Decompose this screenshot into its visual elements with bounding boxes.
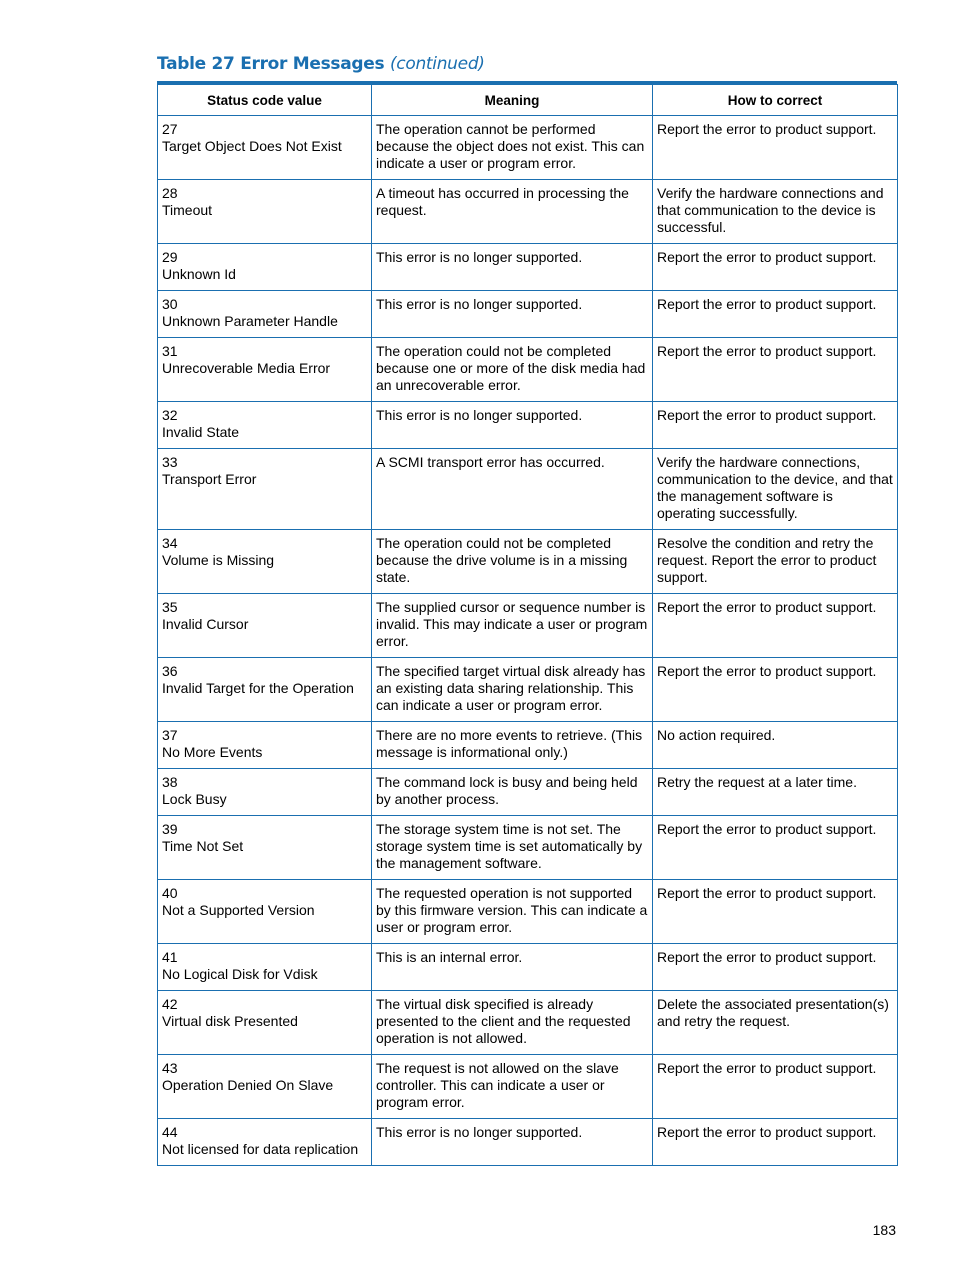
- how-to-correct-cell: Verify the hardware connections and that communication to the device is successful.: [653, 180, 898, 244]
- meaning-cell: The operation could not be completed because the drive volume is in a missing state.: [372, 530, 653, 594]
- meaning-cell: The supplied cursor or sequence number is invalid. This may indicate a user or program error.: [372, 594, 653, 658]
- status-code-cell: [158, 116, 372, 180]
- how-to-correct-cell: Report the error to product support.: [653, 1119, 898, 1166]
- status-code-value: 43: [162, 1060, 178, 1076]
- status-code-cell: [158, 658, 372, 722]
- status-code-cell: [158, 880, 372, 944]
- status-code-cell: [158, 338, 372, 402]
- table-title: Table 27 Error Messages: [157, 54, 385, 74]
- how-to-correct-cell: Report the error to product support.: [653, 944, 898, 991]
- table-row: [158, 291, 898, 338]
- meaning-cell: This error is no longer supported.: [372, 291, 653, 338]
- status-code-cell: [158, 291, 372, 338]
- status-code-name: Operation Denied On Slave: [162, 1077, 334, 1093]
- status-code-name: Not licensed for data replication: [162, 1141, 359, 1157]
- table-row: [158, 944, 898, 991]
- status-code-name: Virtual disk Presented: [162, 1013, 298, 1029]
- status-code-value: 42: [162, 996, 178, 1012]
- status-code-cell: [158, 402, 372, 449]
- how-to-correct-cell: Report the error to product support.: [653, 402, 898, 449]
- status-code-cell: [158, 769, 372, 816]
- status-code-cell: [158, 530, 372, 594]
- how-to-correct-cell: Report the error to product support.: [653, 880, 898, 944]
- table-row: [158, 449, 898, 530]
- status-code-value: 38: [162, 774, 178, 790]
- status-code-value: 30: [162, 296, 178, 312]
- table-row: [158, 722, 898, 769]
- status-code-name: No Logical Disk for Vdisk: [162, 966, 318, 982]
- meaning-cell: This is an internal error.: [372, 944, 653, 991]
- table-caption: [157, 54, 485, 74]
- status-code-name: Not a Supported Version: [162, 902, 315, 918]
- status-code-name: Invalid Cursor: [162, 616, 249, 632]
- table-row: [158, 338, 898, 402]
- status-code-name: Unknown Parameter Handle: [162, 313, 338, 329]
- meaning-cell: The request is not allowed on the slave controller. This can indicate a user or program error.: [372, 1055, 653, 1119]
- how-to-correct-cell: Report the error to product support.: [653, 1055, 898, 1119]
- status-code-value: 28: [162, 185, 178, 201]
- meaning-cell: This error is no longer supported.: [372, 244, 653, 291]
- table-row: [158, 530, 898, 594]
- table-row: [158, 116, 898, 180]
- how-to-correct-cell: Delete the associated presentation(s) and retry the request.: [653, 991, 898, 1055]
- status-code-name: Transport Error: [162, 471, 257, 487]
- status-code-value: 40: [162, 885, 178, 901]
- error-messages-table: [157, 84, 898, 1166]
- how-to-correct-cell: Report the error to product support.: [653, 291, 898, 338]
- status-code-name: Unrecoverable Media Error: [162, 360, 331, 376]
- status-code-name: Invalid Target for the Operation: [162, 680, 354, 696]
- status-code-name: Volume is Missing: [162, 552, 275, 568]
- header-status-code: Status code value: [158, 85, 372, 116]
- how-to-correct-cell: Report the error to product support.: [653, 594, 898, 658]
- how-to-correct-cell: Report the error to product support.: [653, 338, 898, 402]
- status-code-name: Target Object Does Not Exist: [162, 138, 342, 154]
- status-code-value: 39: [162, 821, 178, 837]
- table-row: [158, 402, 898, 449]
- table-row: [158, 816, 898, 880]
- how-to-correct-cell: Retry the request at a later time.: [653, 769, 898, 816]
- meaning-cell: This error is no longer supported.: [372, 1119, 653, 1166]
- status-code-value: 41: [162, 949, 178, 965]
- status-code-cell: [158, 816, 372, 880]
- status-code-name: Unknown Id: [162, 266, 236, 282]
- status-code-name: Timeout: [162, 202, 213, 218]
- status-code-cell: [158, 1119, 372, 1166]
- meaning-cell: There are no more events to retrieve. (This message is informational only.): [372, 722, 653, 769]
- table-row: [158, 1119, 898, 1166]
- table-header-row: [158, 85, 898, 116]
- how-to-correct-cell: Report the error to product support.: [653, 244, 898, 291]
- how-to-correct-cell: Resolve the condition and retry the request. Report the error to product support.: [653, 530, 898, 594]
- how-to-correct-cell: Report the error to product support.: [653, 658, 898, 722]
- how-to-correct-cell: Report the error to product support.: [653, 816, 898, 880]
- meaning-cell: The command lock is busy and being held by another process.: [372, 769, 653, 816]
- meaning-cell: The storage system time is not set. The storage system time is set automatically by the management software.: [372, 816, 653, 880]
- status-code-value: 36: [162, 663, 178, 679]
- status-code-value: 37: [162, 727, 178, 743]
- table-row: [158, 658, 898, 722]
- meaning-cell: The specified target virtual disk already has an existing data sharing relationship. This can indicate a user or program error.: [372, 658, 653, 722]
- table-row: [158, 594, 898, 658]
- table-row: [158, 991, 898, 1055]
- table-row: [158, 180, 898, 244]
- meaning-cell: The requested operation is not supported by this firmware version. This can indicate a user or program error.: [372, 880, 653, 944]
- status-code-value: 44: [162, 1124, 178, 1140]
- meaning-cell: The operation cannot be performed because the object does not exist. This can indicate a user or program error.: [372, 116, 653, 180]
- meaning-cell: A SCMI transport error has occurred.: [372, 449, 653, 530]
- table-continued-label: (continued): [389, 54, 485, 74]
- status-code-value: 33: [162, 454, 178, 470]
- status-code-cell: [158, 180, 372, 244]
- status-code-cell: [158, 594, 372, 658]
- status-code-cell: [158, 449, 372, 530]
- status-code-name: Time Not Set: [162, 838, 244, 854]
- page-number: 183: [872, 1222, 896, 1238]
- how-to-correct-cell: Report the error to product support.: [653, 116, 898, 180]
- status-code-cell: [158, 944, 372, 991]
- how-to-correct-cell: No action required.: [653, 722, 898, 769]
- table-row: [158, 1055, 898, 1119]
- status-code-value: 31: [162, 343, 178, 359]
- meaning-cell: The operation could not be completed because one or more of the disk media had an unrecoverable error.: [372, 338, 653, 402]
- table-row: [158, 244, 898, 291]
- status-code-value: 35: [162, 599, 178, 615]
- meaning-cell: A timeout has occurred in processing the request.: [372, 180, 653, 244]
- error-messages-table-container: [157, 81, 897, 1166]
- status-code-value: 34: [162, 535, 178, 551]
- status-code-name: Lock Busy: [162, 791, 227, 807]
- status-code-value: 29: [162, 249, 178, 265]
- meaning-cell: The virtual disk specified is already presented to the client and the requested operation is not allowed.: [372, 991, 653, 1055]
- how-to-correct-cell: Verify the hardware connections, communication to the device, and that the management software is operating successfully.: [653, 449, 898, 530]
- status-code-value: 27: [162, 121, 178, 137]
- status-code-cell: [158, 1055, 372, 1119]
- status-code-cell: [158, 722, 372, 769]
- header-how-to-correct: How to correct: [653, 85, 898, 116]
- table-row: [158, 769, 898, 816]
- meaning-cell: This error is no longer supported.: [372, 402, 653, 449]
- status-code-name: No More Events: [162, 744, 263, 760]
- header-meaning: Meaning: [372, 85, 653, 116]
- status-code-name: Invalid State: [162, 424, 240, 440]
- status-code-cell: [158, 244, 372, 291]
- status-code-cell: [158, 991, 372, 1055]
- table-row: [158, 880, 898, 944]
- status-code-value: 32: [162, 407, 178, 423]
